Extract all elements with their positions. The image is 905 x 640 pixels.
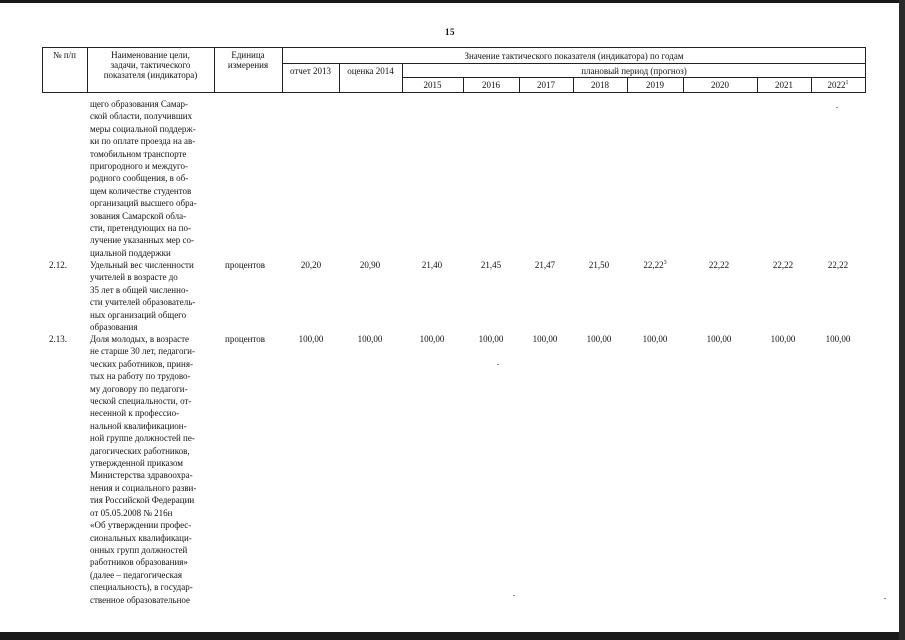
row-2-13-val-2014: 100,00: [357, 334, 383, 344]
row-2-12-unit: процентов: [225, 260, 266, 270]
row-2-13-val-2021: 100,00: [770, 334, 796, 344]
row-2-13-val-2022: 100,00: [825, 334, 851, 344]
row-2-13-val-2015: 100,00: [419, 334, 445, 344]
row-cont-name: щего образования Самар- ской области, получивших меры социальной поддерж- ки по оплате проезда на ав- томобильном транспорте пригородного и междуго- родного сообщения, в об- щем количестве студентов организаций высшего обра- зования Самарской обла- сти, претендующих на по- лучение указанных мер со- циальной поддержки: [90, 99, 197, 258]
scan-right-edge: [899, 0, 905, 640]
row-2-12-val-2019: 22,22$^3$: [643, 260, 667, 270]
header-year-2018: 2018: [591, 80, 609, 90]
row-2-12-val-2013: 20,20: [300, 260, 322, 270]
scan-speck: [513, 595, 515, 596]
row-2-13-val-2017: 100,00: [532, 334, 558, 344]
row-2-12-val-2020: 22,22: [708, 260, 730, 270]
scan-speck: [836, 107, 838, 108]
scan-top-edge: [0, 0, 905, 3]
row-2-13-val-2020: 100,00: [706, 334, 732, 344]
header-report-2013: отчет 2013: [289, 66, 332, 76]
footnote-marker: 3: [663, 260, 667, 266]
page-number: 15: [445, 27, 455, 37]
row-2-13-val-2013: 100,00: [298, 334, 324, 344]
header-year-2021: 2021: [775, 80, 793, 90]
row-2-13-val-2016: 100,00: [478, 334, 504, 344]
header-unit: Единица измерения: [227, 50, 269, 70]
scan-bottom-edge: [0, 632, 905, 640]
row-2-12-val-2021: 22,22: [772, 260, 794, 270]
row-2-12-val-2018: 21,50: [588, 260, 610, 270]
header-year-2019: 2019: [646, 80, 664, 90]
header-year-2020: 2020: [711, 80, 729, 90]
row-2-12-num: 2.12.: [49, 260, 67, 270]
header-year-2022: 2022$^1$: [827, 80, 849, 90]
header-num: № п/п: [53, 50, 76, 60]
header-estimate-2014: оценка 2014: [347, 66, 394, 76]
header-values-group: Значение тактического показателя (индикатора) по годам: [464, 51, 684, 61]
row-2-13-val-2019: 100,00: [642, 334, 668, 344]
footnote-marker: 1: [845, 80, 849, 86]
header-planned-group: плановый период (прогноз): [581, 66, 687, 76]
row-2-12-val-2016: 21,45: [480, 260, 502, 270]
row-2-12-name: Удельный вес численности учителей в возрасте до 35 лет в общей численно- сти учителей образователь- ных организаций общего образования: [90, 260, 196, 333]
row-2-12-val-2014: 20,90: [359, 260, 381, 270]
row-2-13-val-2018: 100,00: [586, 334, 612, 344]
header-name: Наименование цели, задачи, тактического показателя (индикатора): [103, 50, 198, 80]
header-year-2017: 2017: [537, 80, 555, 90]
scan-speck: [497, 364, 499, 365]
scan-speck: [884, 598, 886, 599]
row-2-13-name: Доля молодых, в возрасте не старше 30 лет, педагоги- ческих работников, приня- тых на работу по трудово- му договору по педагоги- ческой специальности, от- несенной к профессио- нальной квалификацион- ной группе должностей пе- дагогических работников, утвержденной приказом Министерства здравоохра- нения и социального разви- тия Российской Федерации от 05.05.2008 № 216н «Об утверждении профес- сиональных квалификаци- онных групп должностей работников образования» (далее – педагогическая специальность), в государ- ственное образовательное: [90, 334, 197, 605]
row-2-12-val-2017: 21,47: [534, 260, 556, 270]
header-year-2015: 2015: [423, 80, 442, 90]
header-year-2016: 2016: [482, 80, 500, 90]
row-2-12-val-2015: 21,40: [421, 260, 443, 270]
row-2-13-num: 2.13.: [49, 334, 67, 344]
row-2-13-unit: процентов: [225, 334, 266, 344]
row-2-12-val-2022: 22,22: [827, 260, 849, 270]
